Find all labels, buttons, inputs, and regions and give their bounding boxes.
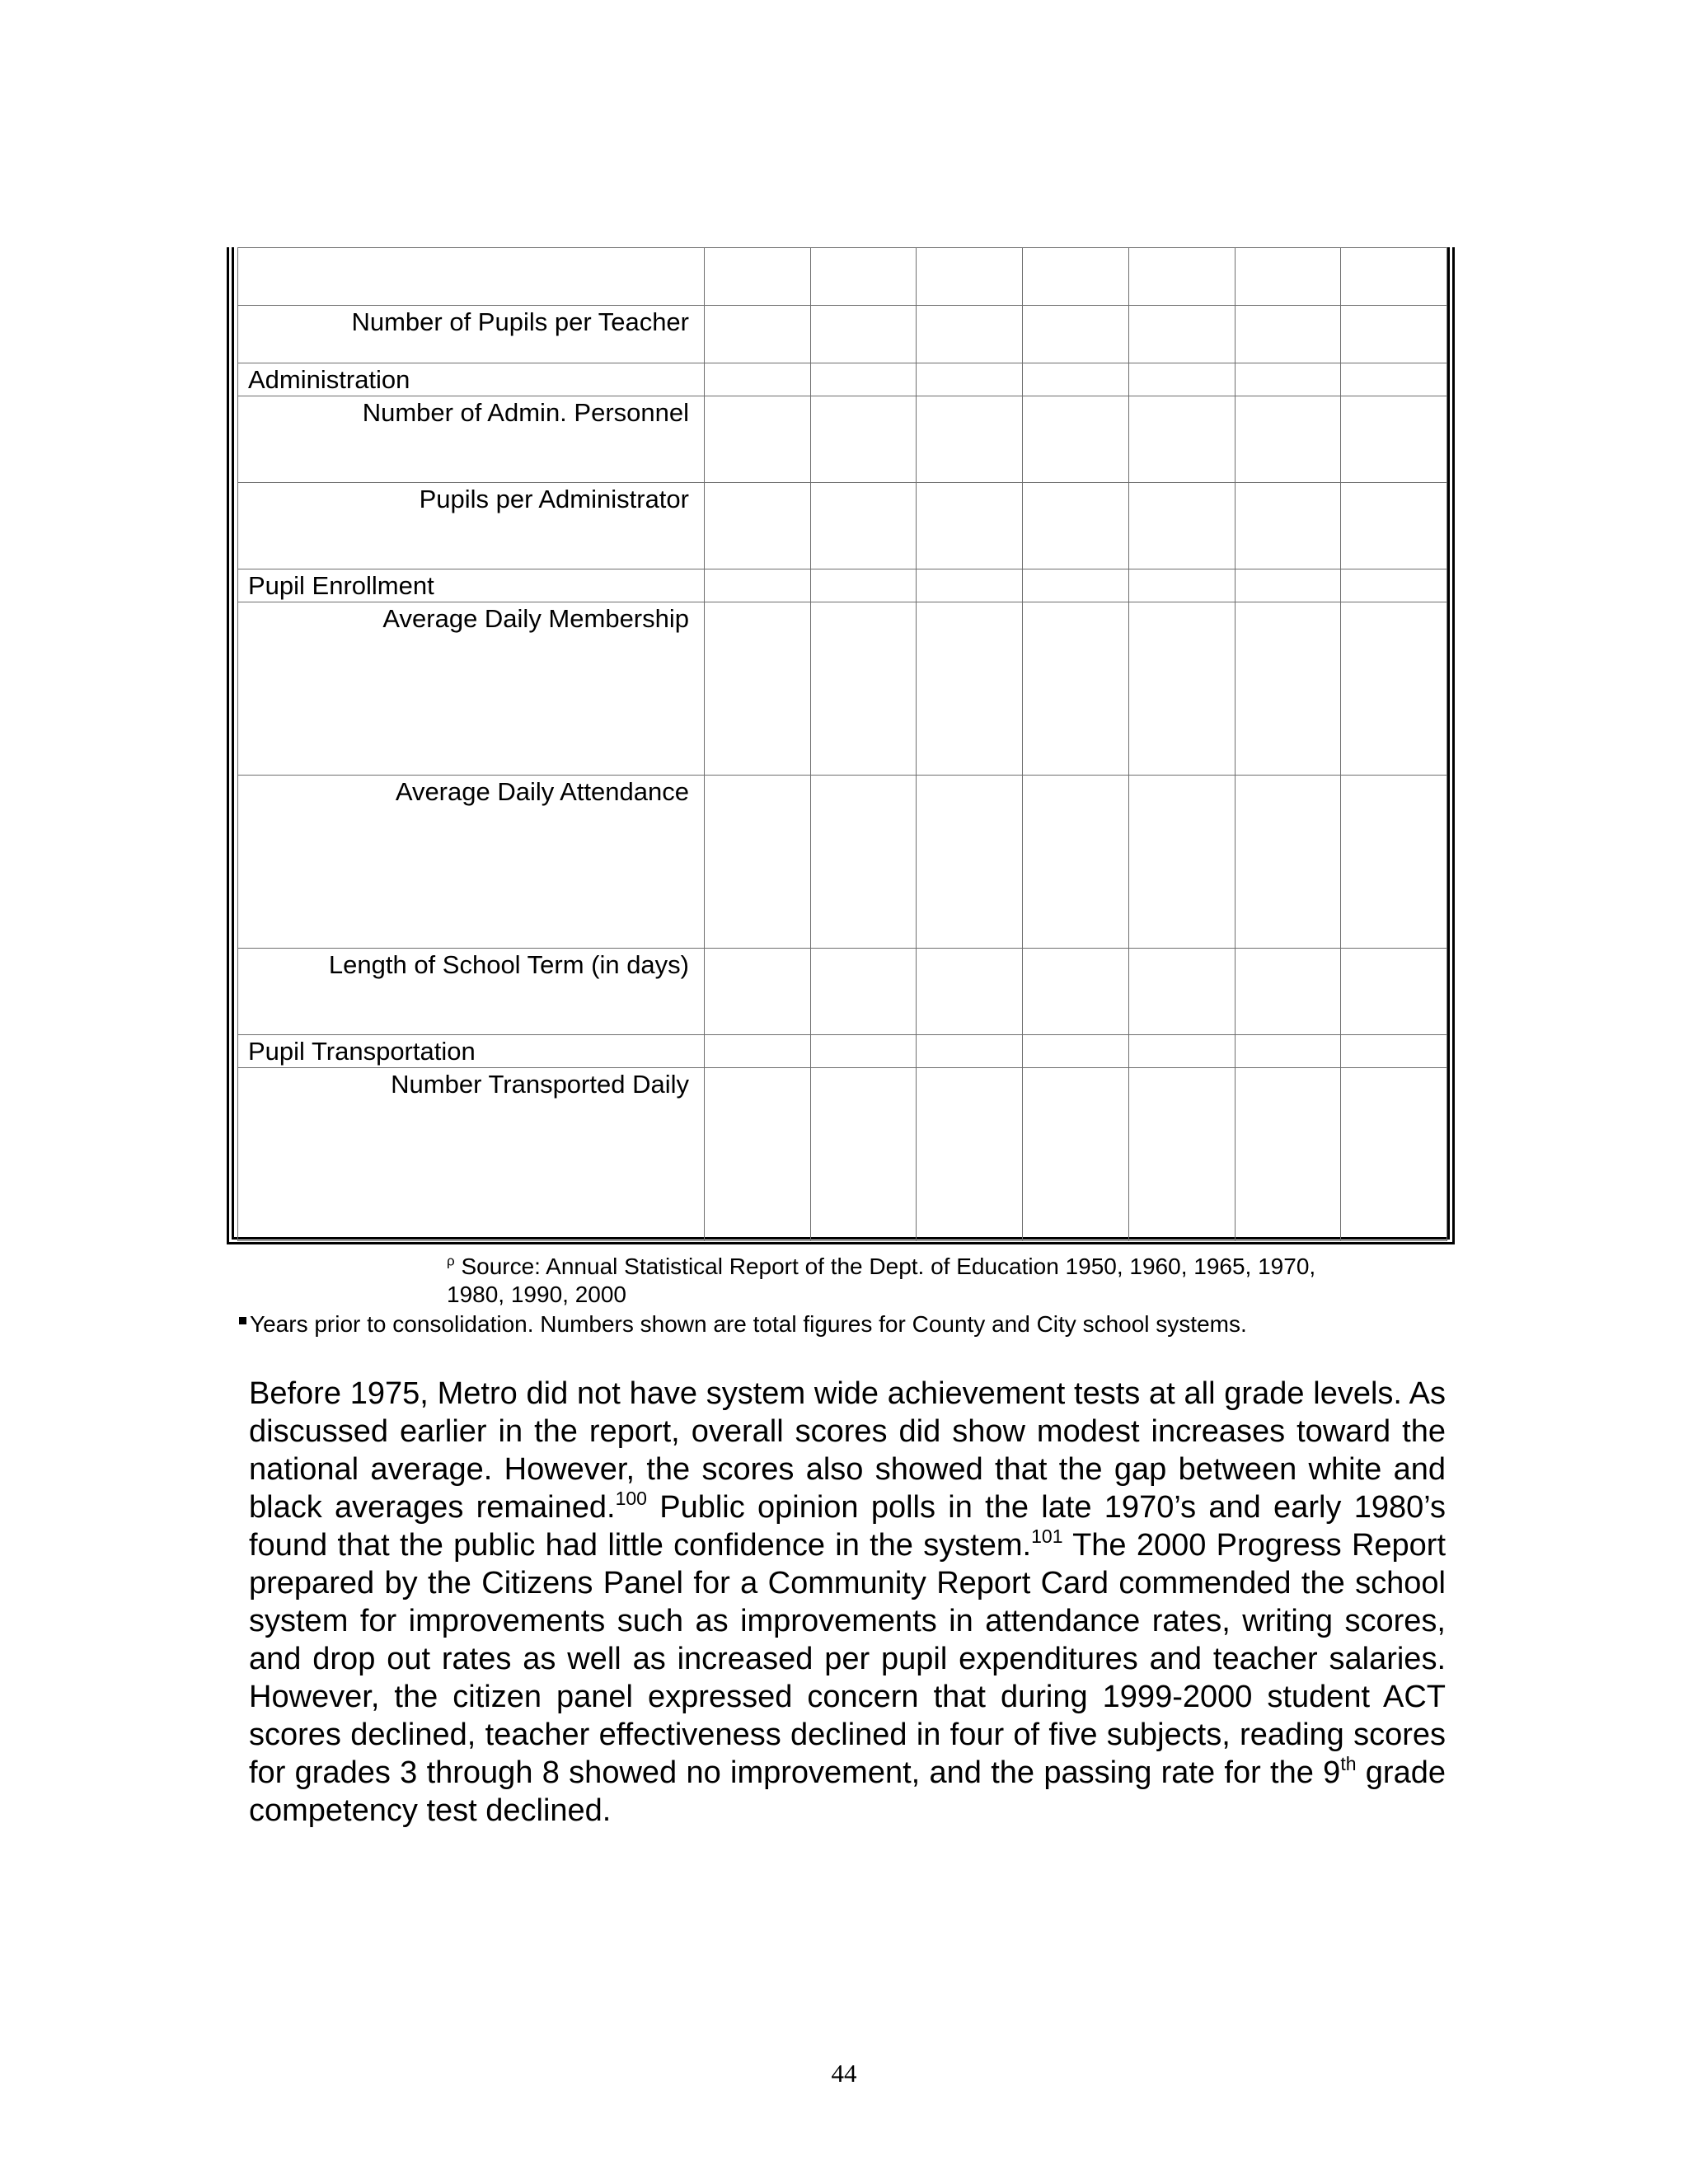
empty-data-cell — [810, 396, 917, 483]
empty-data-cell — [810, 1068, 917, 1241]
source-note-text-line2: 1980, 1990, 2000 — [447, 1282, 626, 1307]
statistics-table — [237, 247, 1447, 1241]
section-heading-cell: Pupil Transportation — [238, 1035, 705, 1068]
empty-data-cell — [810, 1035, 917, 1068]
empty-data-cell — [1128, 248, 1235, 306]
empty-data-cell — [705, 1068, 811, 1241]
empty-data-cell — [1235, 1035, 1341, 1068]
row-label-cell: Number Transported Daily — [238, 1068, 705, 1241]
body-paragraph — [249, 1375, 1446, 1830]
table-row — [238, 1068, 1447, 1241]
paragraph-text-part3: The 2000 Progress Report prepared by the Citizens Panel for a Community Report Card commended the school system for improvements such as improvements in attendance rates, writing scores, and drop out rates as well as increased per pupil expenditures and teacher salaries. However, the citizen panel expressed concern that during 1999-2000 student ACT scores declined, teacher effectiveness declined in four of five subjects, reading scores for grades 3 through 8 showed no improvement, and the passing rate for the 9 — [249, 1528, 1447, 1790]
table-row — [238, 483, 1447, 569]
empty-data-cell — [1128, 602, 1235, 776]
empty-data-cell — [1023, 306, 1129, 363]
empty-data-cell — [810, 602, 917, 776]
empty-data-cell — [1235, 1068, 1341, 1241]
empty-data-cell — [1128, 949, 1235, 1035]
empty-data-cell — [810, 949, 917, 1035]
empty-data-cell — [1023, 363, 1129, 396]
empty-data-cell — [1341, 569, 1447, 602]
empty-data-cell — [1023, 949, 1129, 1035]
paragraph-text-part4: grade competency test declined. — [249, 1755, 1446, 1828]
empty-data-cell — [1341, 248, 1447, 306]
table-row — [238, 569, 1447, 602]
empty-data-cell — [1023, 483, 1129, 569]
empty-data-cell — [705, 776, 811, 949]
empty-data-cell — [917, 248, 1023, 306]
table-row — [238, 396, 1447, 483]
section-heading-cell: Administration — [238, 363, 705, 396]
paragraph-text-part2: Public opinion polls in the late 1970’s and early 1980’s found that the public had little confidence in the system. — [249, 1490, 1446, 1563]
row-label-cell: Pupils per Administrator — [238, 483, 705, 569]
source-note-line2 — [239, 1281, 1434, 1309]
consolidation-note — [239, 1310, 1434, 1338]
empty-data-cell — [705, 363, 811, 396]
empty-data-cell — [705, 569, 811, 602]
empty-data-cell — [1235, 483, 1341, 569]
empty-data-cell — [917, 363, 1023, 396]
row-label-cell: Average Daily Membership — [238, 602, 705, 776]
empty-data-cell — [917, 602, 1023, 776]
empty-data-cell — [1023, 776, 1129, 949]
empty-data-cell — [917, 949, 1023, 1035]
footnote-ref-101[interactable]: 101 — [1031, 1526, 1063, 1547]
consolidation-note-text: Years prior to consolidation. Numbers shown are total figures for County and City school systems. — [250, 1311, 1247, 1337]
empty-data-cell — [705, 483, 811, 569]
empty-data-cell — [705, 396, 811, 483]
empty-data-cell — [1235, 306, 1341, 363]
empty-data-cell — [810, 569, 917, 602]
empty-data-cell — [1341, 363, 1447, 396]
empty-data-cell — [917, 776, 1023, 949]
empty-data-cell — [1235, 248, 1341, 306]
page-number: 44 — [831, 2059, 857, 2088]
empty-data-cell — [1235, 396, 1341, 483]
empty-data-cell — [1023, 248, 1129, 306]
empty-data-cell — [917, 483, 1023, 569]
empty-data-cell — [917, 1035, 1023, 1068]
source-note-text-line1: Source: Annual Statistical Report of the Dept. of Education 1950, 1960, 1965, 1970, — [461, 1254, 1316, 1279]
empty-data-cell — [705, 1035, 811, 1068]
square-bullet-icon — [239, 1317, 246, 1324]
empty-data-cell — [1235, 569, 1341, 602]
empty-data-cell — [810, 363, 917, 396]
empty-data-cell — [1128, 776, 1235, 949]
table-row — [238, 602, 1447, 776]
empty-data-cell — [1128, 569, 1235, 602]
empty-data-cell — [1128, 396, 1235, 483]
empty-data-cell — [1341, 1035, 1447, 1068]
table-notes — [239, 1253, 1434, 1338]
source-note-mark: ρ — [447, 1253, 455, 1269]
empty-data-cell — [1235, 363, 1341, 396]
table-row — [238, 363, 1447, 396]
empty-data-cell — [1341, 776, 1447, 949]
row-label-cell — [238, 248, 705, 306]
statistics-table-body — [238, 248, 1447, 1241]
table-row — [238, 1035, 1447, 1068]
empty-data-cell — [705, 602, 811, 776]
source-note — [239, 1253, 1434, 1281]
empty-data-cell — [705, 306, 811, 363]
row-label-cell: Average Daily Attendance — [238, 776, 705, 949]
empty-data-cell — [917, 1068, 1023, 1241]
empty-data-cell — [1128, 1068, 1235, 1241]
paragraph-text-part1: Before 1975, Metro did not have system wide achievement tests at all grade levels. As discussed earlier in the report, overall scores did show modest increases toward the national average. However, the scores also showed that the gap between white and black averages remained. — [249, 1376, 1446, 1525]
section-heading-cell: Pupil Enrollment — [238, 569, 705, 602]
empty-data-cell — [810, 306, 917, 363]
statistics-table-frame — [227, 247, 1455, 1244]
empty-data-cell — [1235, 602, 1341, 776]
empty-data-cell — [1341, 396, 1447, 483]
empty-data-cell — [1341, 483, 1447, 569]
empty-data-cell — [705, 248, 811, 306]
empty-data-cell — [810, 776, 917, 949]
empty-data-cell — [1128, 483, 1235, 569]
empty-data-cell — [1341, 949, 1447, 1035]
row-label-cell: Number of Admin. Personnel — [238, 396, 705, 483]
table-row — [238, 949, 1447, 1035]
empty-data-cell — [1023, 1035, 1129, 1068]
empty-data-cell — [1128, 363, 1235, 396]
empty-data-cell — [810, 248, 917, 306]
empty-data-cell — [917, 306, 1023, 363]
footnote-ref-100[interactable]: 100 — [615, 1488, 647, 1509]
ordinal-suffix: th — [1340, 1753, 1357, 1774]
empty-data-cell — [1128, 1035, 1235, 1068]
row-label-cell: Length of School Term (in days) — [238, 949, 705, 1035]
empty-data-cell — [1023, 396, 1129, 483]
table-row — [238, 248, 1447, 306]
row-label-cell: Number of Pupils per Teacher — [238, 306, 705, 363]
empty-data-cell — [917, 569, 1023, 602]
empty-data-cell — [1341, 602, 1447, 776]
empty-data-cell — [917, 396, 1023, 483]
empty-data-cell — [705, 949, 811, 1035]
empty-data-cell — [1235, 776, 1341, 949]
table-row — [238, 776, 1447, 949]
empty-data-cell — [1341, 1068, 1447, 1241]
empty-data-cell — [1023, 1068, 1129, 1241]
empty-data-cell — [1023, 569, 1129, 602]
empty-data-cell — [1235, 949, 1341, 1035]
empty-data-cell — [1023, 602, 1129, 776]
empty-data-cell — [1341, 306, 1447, 363]
empty-data-cell — [810, 483, 917, 569]
table-row — [238, 306, 1447, 363]
empty-data-cell — [1128, 306, 1235, 363]
